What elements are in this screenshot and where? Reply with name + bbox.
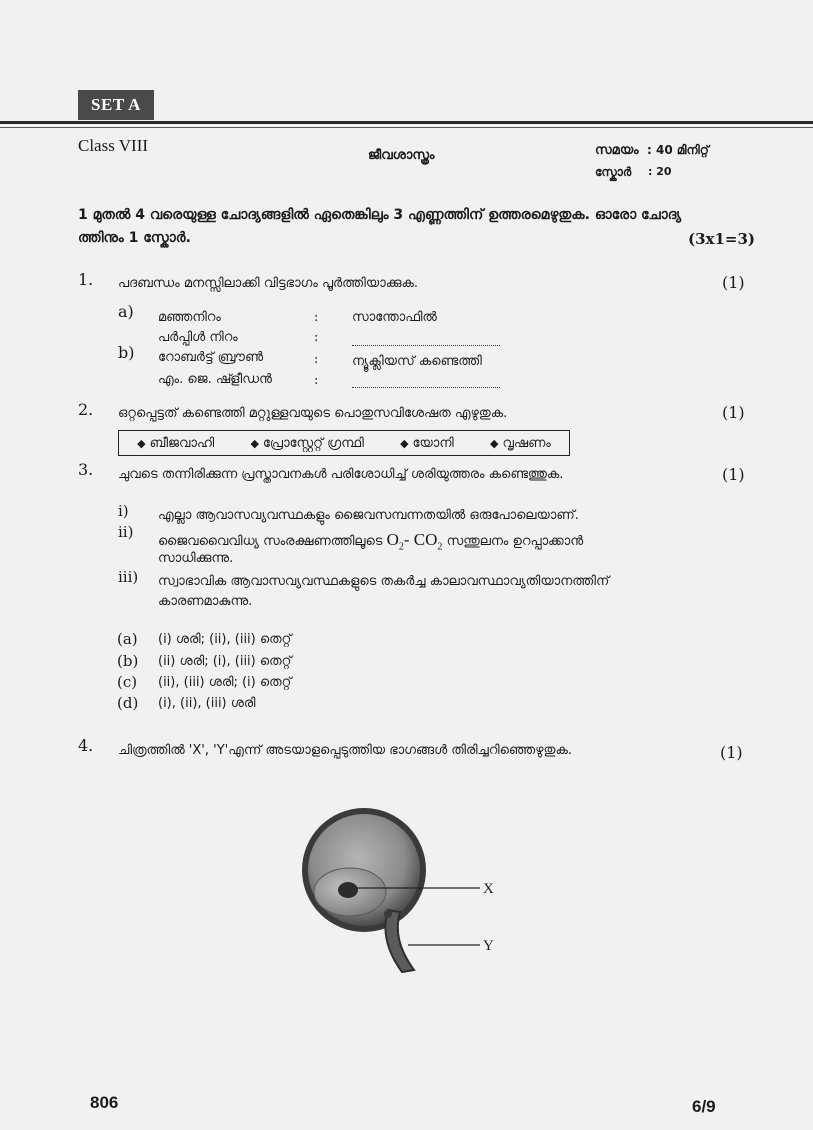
instruction-marks: (3x1=3) bbox=[688, 230, 756, 248]
diamond-bullet-icon: ◆ bbox=[400, 436, 409, 450]
q2-option: ◆ വൃഷണം bbox=[489, 435, 551, 451]
q3-statement-1: എല്ലാ ആവാസവ്യവസ്ഥകളും ജൈവസമ്പന്നതയിൽ ഒരുപോലെയാണ്. bbox=[158, 508, 579, 523]
q4-mark: (1) bbox=[720, 743, 743, 762]
q1-number: 1. bbox=[78, 270, 94, 289]
q3-option-c-num: (c) bbox=[117, 673, 138, 691]
header-rule-thick bbox=[0, 121, 813, 124]
q2-number: 2. bbox=[78, 400, 94, 419]
instruction-line-2: ത്തിനും 1 സ്കോർ. bbox=[78, 230, 191, 246]
q1-a2-colon: : bbox=[314, 330, 319, 345]
q1-mark: (1) bbox=[722, 273, 745, 292]
q3-option-c: (ii), (iii) ശരി; (i) തെറ്റ് bbox=[158, 675, 292, 690]
q1-b-label: b) bbox=[118, 343, 135, 362]
q1-a2-blank bbox=[352, 344, 500, 346]
page-number: 6/9 bbox=[692, 1097, 716, 1116]
q1-text: പദബന്ധം മനസ്സിലാക്കി വിട്ടഭാഗം പൂർത്തിയാക്കുക. bbox=[118, 276, 419, 291]
label-y: Y bbox=[483, 938, 494, 954]
q3-option-d-num: (d) bbox=[117, 694, 139, 712]
set-badge: SET A bbox=[78, 90, 154, 120]
q2-option: ◆ പ്രോസ്റ്റേറ്റ് ഗ്രന്ഥി bbox=[250, 435, 364, 451]
q1-a-label: a) bbox=[118, 302, 134, 321]
class-label: Class VIII bbox=[78, 136, 149, 155]
q1-a1-colon: : bbox=[314, 310, 319, 325]
q2-options-box bbox=[118, 430, 570, 456]
q1-a1-right: സാന്തോഫിൽ bbox=[352, 310, 437, 325]
q3-s1-num: i) bbox=[118, 502, 129, 520]
q3-statement-3b: കാരണമാകുന്നു. bbox=[158, 594, 253, 609]
q3-mark: (1) bbox=[722, 465, 745, 484]
q2-mark: (1) bbox=[722, 403, 745, 422]
time-label: സമയം bbox=[595, 143, 639, 158]
q1-b2-colon: : bbox=[314, 373, 319, 388]
header-rule-thin bbox=[0, 127, 813, 128]
chem-formula: $O_2-$ $CO_2$ bbox=[386, 530, 443, 553]
score-label: സ്കോർ bbox=[595, 165, 632, 179]
instruction-line-1: 1 മുതൽ 4 വരെയുള്ള ചോദ്യങ്ങളിൽ ഏതെങ്കിലും 3 എണ്ണത്തിന് ഉത്തരമെഴുതുക. ഓരോ ചോദ്യ bbox=[78, 207, 682, 223]
q4-text: ചിത്രത്തിൽ 'X', 'Y'എന്ന് അടയാളപ്പെടുത്തിയ ഭാഗങ്ങൾ തിരിച്ചറിഞ്ഞെഴുതുക. bbox=[118, 743, 573, 758]
q1-b1-colon: : bbox=[314, 352, 319, 367]
q3-statement-2a: ജൈവവൈവിധ്യ സംരക്ഷണത്തിലൂടെ $O_2-$ $CO_2$ സന്തുലനം ഉറപ്പാക്കാൻ bbox=[158, 530, 584, 553]
q3-statement-2b: സാധിക്കുന്നു. bbox=[158, 551, 234, 566]
q2-text: ഒറ്റപ്പെട്ടത് കണ്ടെത്തി മറ്റുള്ളവയുടെ പൊതുസവിശേഷത എഴുതുക. bbox=[118, 406, 508, 421]
q3-text: ചുവടെ തന്നിരിക്കുന്ന പ്രസ്താവനകൾ പരിശോധിച്ച് ശരിയുത്തരം കണ്ടെത്തുക. bbox=[118, 467, 564, 482]
nucleus-x bbox=[338, 882, 358, 898]
diamond-bullet-icon: ◆ bbox=[489, 436, 499, 450]
tube-nucleus bbox=[384, 910, 392, 918]
subject-title: ജീവശാസ്ത്രം bbox=[368, 148, 435, 163]
q3-s2-num: ii) bbox=[118, 523, 134, 541]
q1-b1-right: ന്യൂക്ലിയസ് കണ്ടെത്തി bbox=[352, 354, 482, 369]
label-x: X bbox=[483, 881, 494, 897]
page-code: 806 bbox=[90, 1093, 119, 1112]
q3-option-b: (ii) ശരി; (i), (iii) തെറ്റ് bbox=[158, 654, 292, 669]
q3-s3-num: iii) bbox=[118, 568, 139, 586]
time-value: : 40 മിനിറ്റ് bbox=[647, 143, 709, 157]
q1-a1-left: മഞ്ഞനിറം bbox=[158, 310, 221, 325]
q3-option-a: (i) ശരി; (ii), (iii) തെറ്റ് bbox=[158, 632, 292, 647]
q3-option-d: (i), (ii), (iii) ശരി bbox=[158, 696, 256, 711]
q2-option: ◆ യോനി bbox=[400, 435, 454, 451]
q3-option-b-num: (b) bbox=[117, 652, 139, 670]
q3-option-a-num: (a) bbox=[117, 630, 138, 648]
q1-b2-left: എം. ജെ. ഷ്ളീഡൻ bbox=[158, 372, 272, 387]
pollen-grain-diagram bbox=[290, 800, 520, 980]
q3-statement-3a: സ്വാഭാവിക ആവാസവ്യവസ്ഥകളുടെ തകർച്ച കാലാവസ്ഥാവ്യതിയാനത്തിന് bbox=[158, 574, 610, 589]
q1-a2-left: പർപ്പിൾ നിറം bbox=[158, 330, 238, 345]
diamond-bullet-icon: ◆ bbox=[250, 436, 259, 450]
q4-number: 4. bbox=[78, 736, 94, 755]
diamond-bullet-icon: ◆ bbox=[137, 436, 146, 450]
q1-b1-left: റോബർട്ട് ബ്രൗൺ bbox=[158, 350, 264, 365]
q3-number: 3. bbox=[78, 460, 94, 479]
q1-b2-blank bbox=[352, 386, 500, 388]
score-value: : 20 bbox=[648, 165, 672, 178]
q2-option: ◆ ബീജവാഹി bbox=[137, 435, 215, 451]
